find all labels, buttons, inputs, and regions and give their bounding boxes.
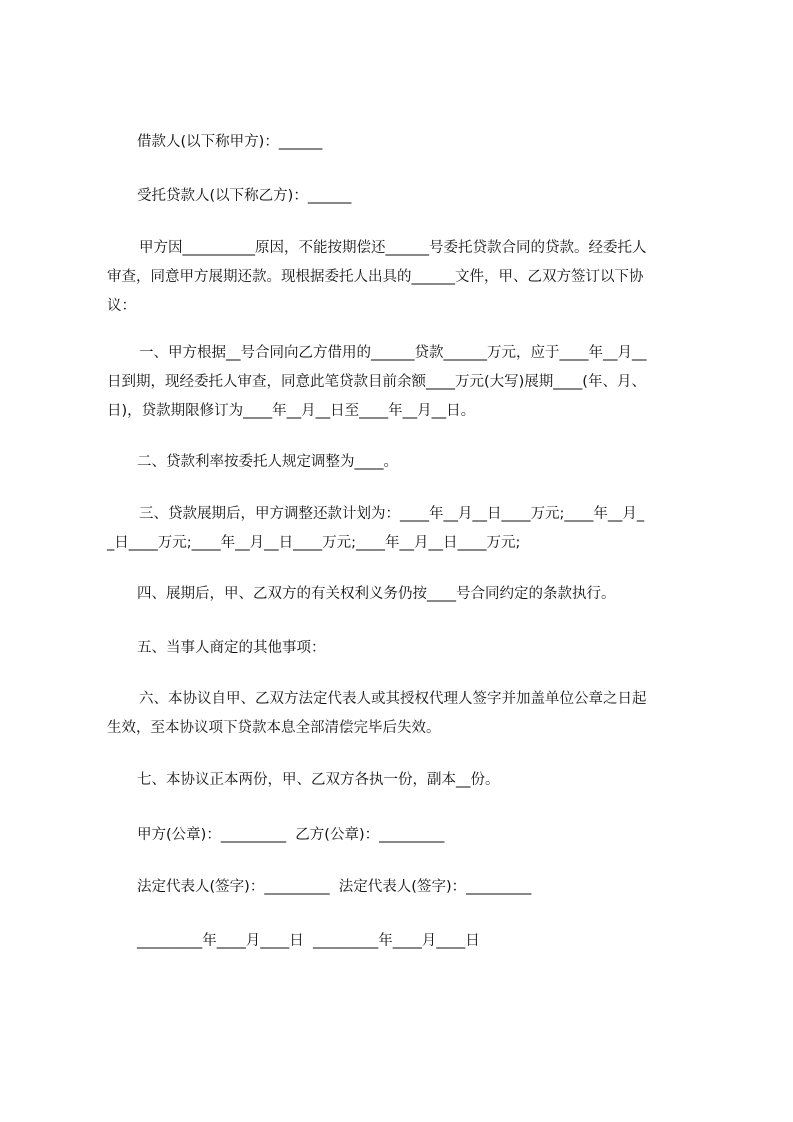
clause-3 [107, 500, 703, 558]
clause-3-line-2: _日____万元;____年__月__日____万元;____年__月__日____万元; [107, 535, 521, 551]
clause-6-line-1: 六、本协议自甲、乙双方法定代表人或其授权代理人签字并加盖单位公章之日起 [139, 691, 647, 707]
clause-6 [107, 685, 703, 743]
clause-5: 五、当事人商定的其他事项： [137, 640, 326, 656]
intro-line-2: 审查，同意甲方展期还款。现根据委托人出具的______文件，甲、乙双方签订以下协 [107, 269, 644, 285]
clause-6-line-2: 生效，至本协议项下贷款本息全部清偿完毕后失效。 [107, 720, 441, 736]
signature-representative-line: 法定代表人(签字)：_________ 法定代表人(签字)：_________ [137, 879, 532, 895]
intro-line-1: 甲方因__________原因，不能按期偿还______号委托贷款合同的贷款。经委托人 [139, 240, 647, 256]
clause-7: 七、本协议正本两份，甲、乙双方各执一份，副本__份。 [137, 772, 500, 788]
signature-seal-line: 甲方(公章)：_________ 乙方(公章)：_________ [137, 827, 445, 843]
clause-2: 二、贷款利率按委托人规定调整为____。 [137, 454, 398, 470]
lender-line: 受托贷款人(以下称乙方)：______ [137, 188, 352, 204]
clause-4: 四、展期后，甲、乙双方的有关权利义务仍按____号合同约定的条款执行。 [137, 586, 616, 602]
clause-1 [107, 339, 703, 426]
clause-1-line-3: 日)，贷款期限修订为____年__月__日至____年__月__日。 [107, 403, 476, 419]
intro-line-3: 议： [107, 298, 136, 314]
clause-3-line-1: 三、贷款展期后，甲方调整还款计划为：____年__月__日____万元;____年__月_ [139, 506, 645, 522]
borrower-line: 借款人(以下称甲方)：______ [137, 134, 323, 150]
signature-date-line: _________年____月____日 _________年____月____日 [137, 933, 480, 949]
clause-1-line-2: 日到期，现经委托人审查，同意此笔贷款目前余额____万元(大写)展期____(年、月、 [107, 374, 646, 390]
clause-1-line-1: 一、甲方根据__号合同向乙方借用的______贷款______万元，应于____年__月__ [139, 345, 647, 361]
intro-paragraph [107, 234, 703, 321]
